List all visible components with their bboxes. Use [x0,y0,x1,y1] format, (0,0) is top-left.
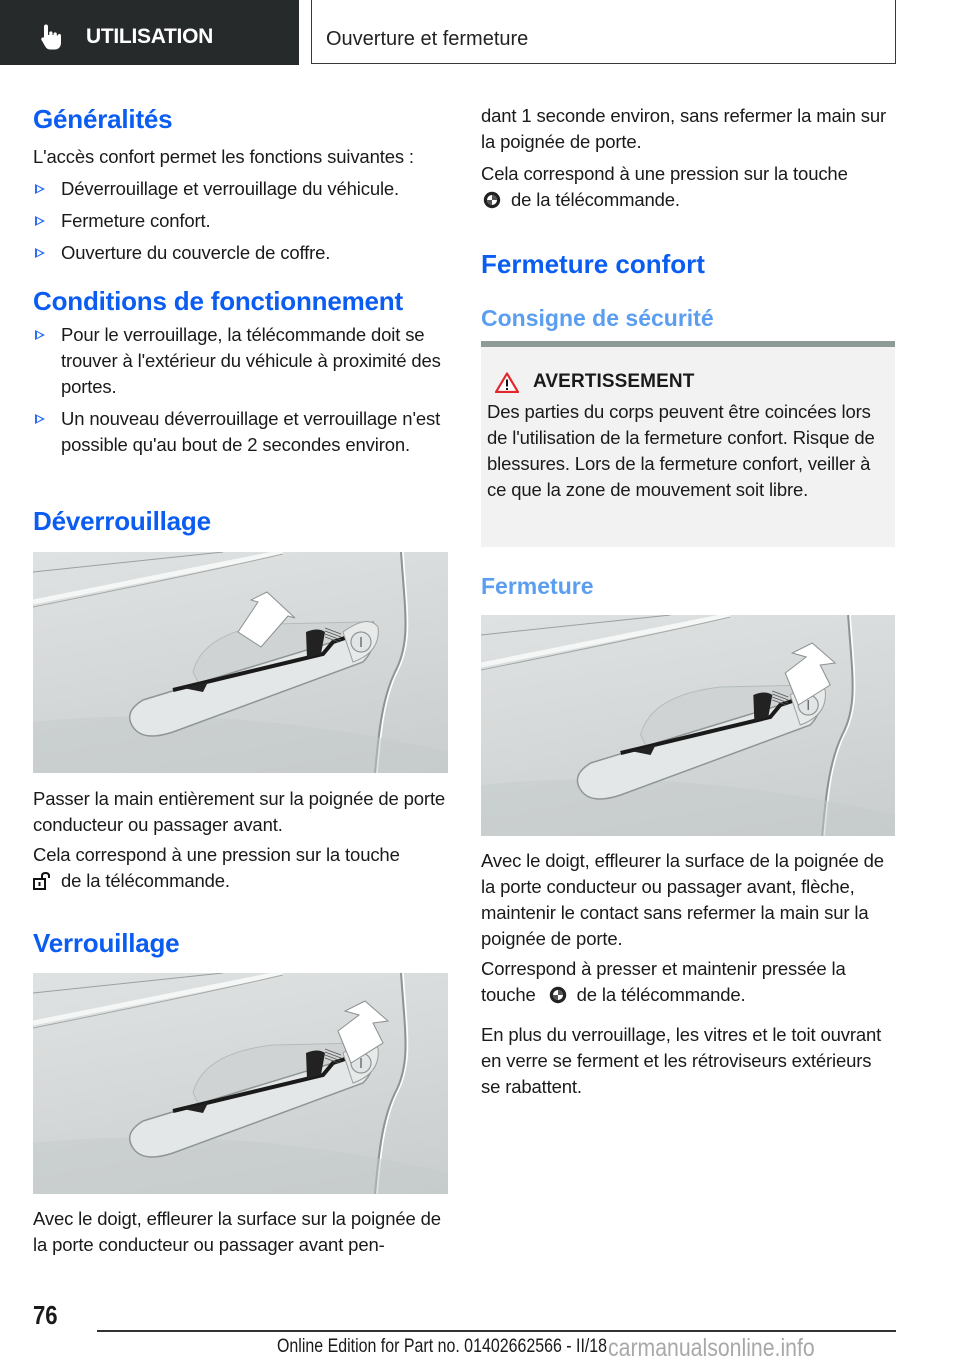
section-tab [0,0,299,65]
chapter-box [311,0,896,64]
bullet-triangle-icon [35,184,45,194]
deverrouillage-para1: Passer la main entièrement sur la poignée de porte conducteur ou passager avant. [33,788,446,835]
door-handle-figure-close [481,615,895,836]
chapter-title: Ouverture et fermeture [326,28,529,50]
heading-fermeture-confort: Fermeture confort [481,249,705,279]
bullet-triangle-icon [35,414,45,424]
footer-divider [97,1330,896,1332]
list-item: Pour le verrouillage, la télécommande doit se trouver à l'extérieur du véhicule à proximité des portes. [33,322,448,400]
fermeture-para3: En plus du verrouillage, les vitres et le toit ouvrant en verre se ferment et les rétroviseurs extérieurs se rabattent. [481,1024,882,1097]
fermeture-para1: Avec le doigt, effleurer la surface de la poignée de la porte conducteur ou passager avant, flèche, maintenir le contact sans refermer la main sur la poignée de porte. [481,850,884,949]
door-handle-figure-lock [33,973,448,1194]
warning-box [481,341,895,547]
bmw-logo-icon [549,986,567,1004]
unlock-icon [33,872,53,890]
verrouillage-cont-para2: Cela correspond à une pression sur la touche de la télécommande. [481,163,848,210]
list-item: Un nouveau déverrouillage et verrouillage n'est possible qu'au bout de 2 secondes environ. [33,406,448,458]
verrouillage-para1: Avec le doigt, effleurer la surface sur la poignée de la porte conducteur ou passager avant pen- [33,1208,441,1255]
bullet-triangle-icon [35,248,45,258]
heading-conditions: Conditions de fonctionnement [33,286,403,316]
bmw-logo-icon [483,191,501,209]
door-handle-figure-unlock [33,552,448,773]
pointing-hand-icon [40,23,64,51]
bullet-triangle-icon [35,216,45,226]
heading-generalites: Généralités [33,104,173,134]
warning-triangle-icon [495,372,519,393]
warning-title: AVERTISSEMENT [487,371,887,393]
heading-verrouillage: Verrouillage [33,928,180,958]
warning-text: Des parties du corps peuvent être coincées lors de l'utilisation de la fermeture confort. Risque de blessures. Lors de la fermeture confort, veiller à ce que la zone de mouvement soit libre. [487,401,875,500]
fermeture-para2: Correspond à presser et maintenir pressée la touche de la télécommande. [481,958,846,1005]
heading-consigne-securite: Consigne de sécurité [481,305,714,331]
deverrouillage-para2: Cela correspond à une pression sur la touche de la télécommande. [33,844,400,891]
conditions-list [33,322,448,464]
bullet-triangle-icon [35,330,45,340]
page-number: 76 [33,1300,58,1330]
footer-watermark: carmanualsonline.info [608,1334,815,1362]
list-item: Fermeture confort. [33,208,448,234]
heading-deverrouillage: Déverrouillage [33,506,211,536]
list-item: Ouverture du couvercle de coffre. [33,240,448,266]
section-title: UTILISATION [86,24,213,48]
heading-fermeture: Fermeture [481,573,594,599]
verrouillage-cont-para1: dant 1 seconde environ, sans refermer la main sur la poignée de porte. [481,105,886,152]
footer-edition: Online Edition for Part no. 01402662566 - II/18 [277,1336,608,1357]
generalites-intro: L'accès confort permet les fonctions suivantes : [33,146,414,167]
generalites-list [33,176,448,272]
list-item: Déverrouillage et verrouillage du véhicule. [33,176,448,202]
